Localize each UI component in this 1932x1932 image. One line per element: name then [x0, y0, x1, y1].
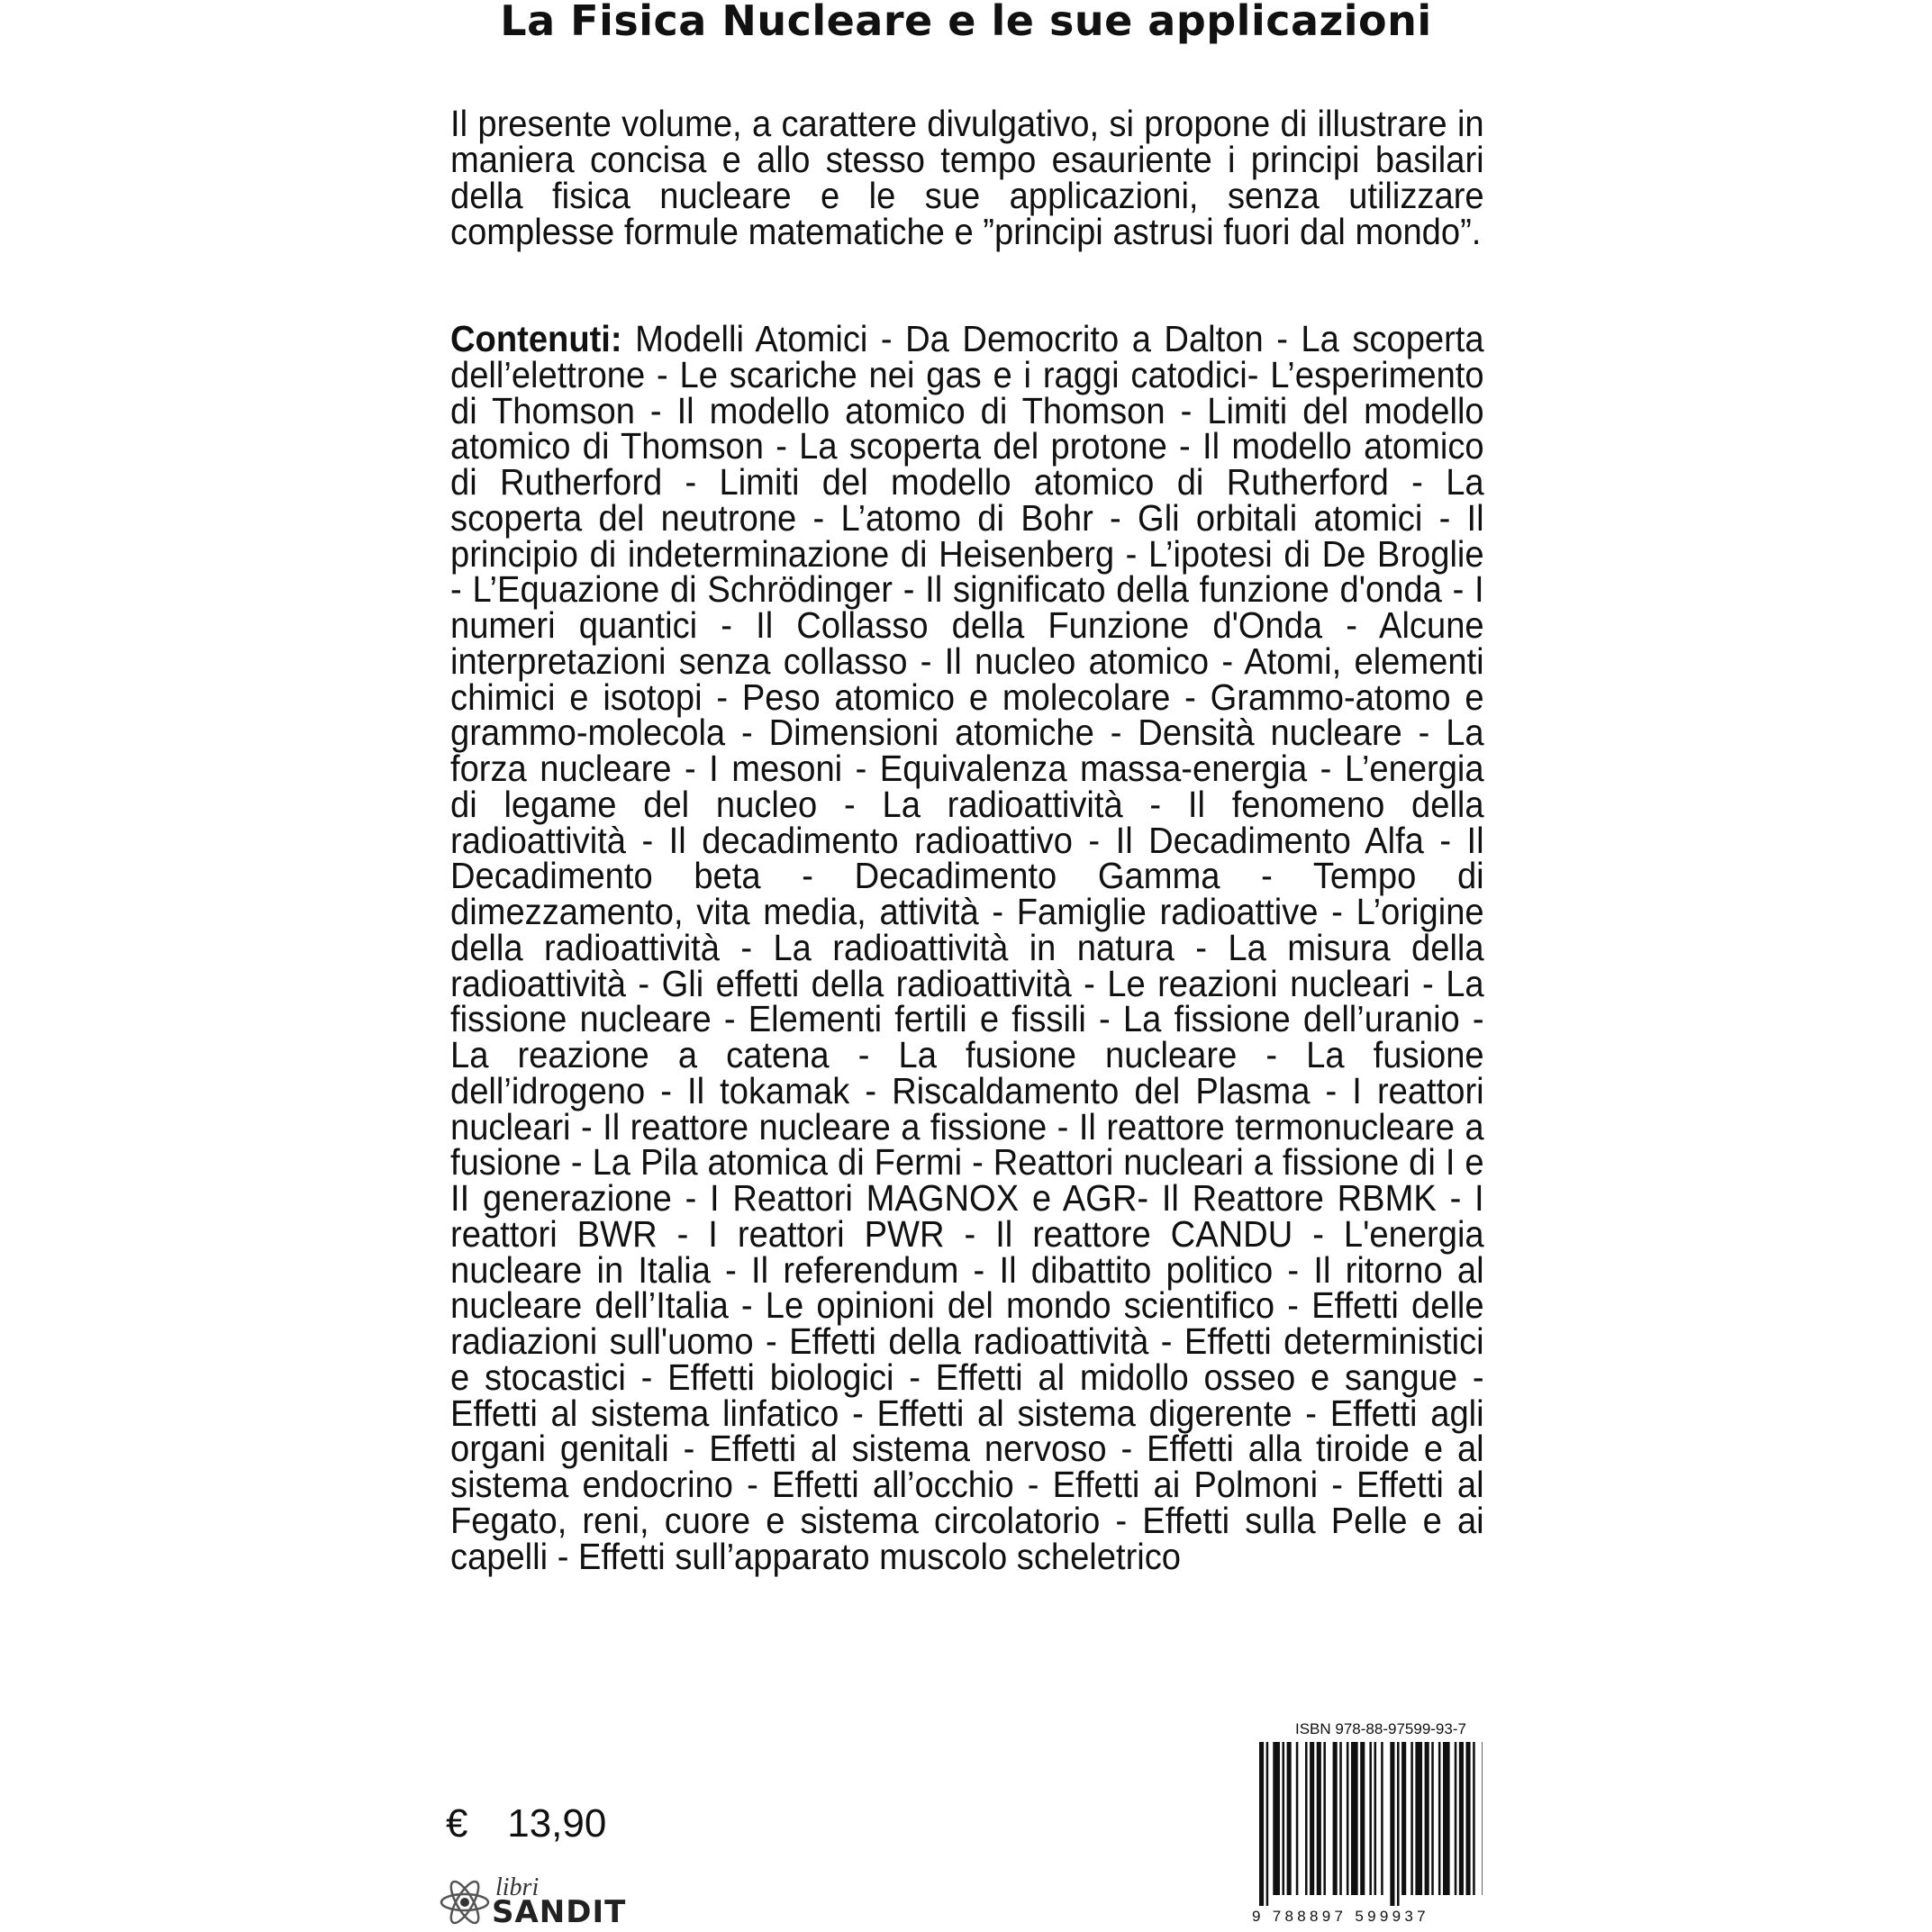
intro-paragraph: Il presente volume, a carattere divulgativo, si propone di illustrare in maniera concisa e allo stesso tempo esauriente i principi basilari della fisica nucleare e le sue applicazioni, senza utilizzare complesse formule matematiche e ”principi astrusi fuori dal mondo”. [450, 103, 1484, 252]
barcode-digits: 9 788897 599937 [1252, 1908, 1429, 1925]
barcode-bar [1482, 1742, 1483, 1895]
barcode-bar [1425, 1742, 1429, 1895]
contents-paragraph [450, 318, 1484, 1577]
price [446, 1801, 606, 1846]
isbn-label: ISBN 978-88-97599-93-7 [1295, 1720, 1466, 1737]
barcode-bar [1310, 1742, 1314, 1895]
barcode-bar [1466, 1742, 1471, 1895]
barcode-bar [1333, 1742, 1338, 1895]
barcode-bars [1259, 1742, 1483, 1906]
barcode-bar [1323, 1742, 1326, 1895]
barcode-bar [1273, 1742, 1280, 1895]
book-title: La Fisica Nucleare e le sue applicazioni [500, 0, 1432, 45]
barcode-bar [1390, 1742, 1394, 1906]
barcode-bar [1339, 1742, 1342, 1895]
barcode-bar [1360, 1742, 1365, 1895]
barcode-bar [1455, 1742, 1457, 1895]
contents-text: Modelli Atomici - Da Democrito a Dalton - La scoperta dell’elettrone - Le scariche nei gas e i raggi catodici- L’esperimento di Thomson - Il modello atomico di Thomson - Limiti del modello atomico di Thomson - La scoperta del protone - Il modello atomico di Rutherford - Limiti del modello atomico di Rutherford - La scoperta del neutrone - L’atomo di Bohr - Gli orbitali atomici - Il principio di indeterminazione di Heisenberg - L’ipotesi di De Broglie - L’Equazione di Schrödinger - Il significato della funzione d'onda - I numeri quantici - Il Collasso della Funzione d'Onda - Alcune interpretazioni senza collasso - Il nucleo atomico - Atomi, elementi chimici e isotopi - Peso atomico e molecolare - Grammo-atomo e grammo-molecola - Dimensioni atomiche - Densità nucleare - La forza nucleare - I mesoni - Equivalenza massa-energia - L’energia di legame del nucleo - La radioattività - Il fenomeno della radioattività - Il decadimento radioattivo - Il Decadimento Alfa - Il Decadimento beta - Decadimento Gamma - Tempo di dimezzamento, vita media, attività - Famiglie radioattive - L’origine della radioattività - La radioattività in natura - La misura della radioattività - Gli effetti della radioattività - Le reazioni nucleari - La fissione nucleare - Elementi fertili e fissili - La fissione dell’uranio - La reazione a catena - La fusione nucleare - La fusione dell’idrogeno - Il tokamak - Riscaldamento del Plasma - I reattori nucleari - Il reattore nucleare a fissione - Il reattore termonucleare a fusione - La Pila atomica di Fermi - Reattori nucleari a fissione di I e II generazione - I Reattori MAGNOX e AGR- Il Reattore RBMK - I reattori BWR - I reattori PWR - Il reattore CANDU - L'energia nucleare in Italia - Il referendum - Il dibattito politico - Il ritorno al nucleare dell’Italia - Le opinioni del mondo scientifico - Effetti delle radiazioni sull'uomo - Effetti della radioattività - Effetti deterministici e stocastici - Effetti biologici - Effetti al midollo osseo e sangue - Effetti al sistema linfatico - Effetti al sistema digerente - Effetti agli organi genitali - Effetti al sistema nervoso - Effetti alla tiroide e al sistema endocrino - Effetti all’occhio - Effetti ai Polmoni - Effetti al Fegato, reni, cuore e sistema circolatorio - Effetti sulla Pelle e ai capelli - Effetti sull’apparato muscolo scheletrico [450, 318, 1484, 1577]
barcode-bar [1287, 1742, 1292, 1895]
barcode-bar [1305, 1742, 1308, 1895]
price-amount: 13,90 [507, 1801, 607, 1846]
barcode-bar [1381, 1742, 1383, 1895]
barcode-bar [1443, 1742, 1450, 1895]
barcode-bar [1317, 1742, 1321, 1895]
atom-icon [440, 1873, 492, 1927]
publisher-logo [440, 1873, 647, 1930]
barcode-bar [1259, 1742, 1264, 1906]
barcode-bar [1473, 1742, 1475, 1895]
barcode-bar [1369, 1742, 1372, 1895]
barcode-bar [1459, 1742, 1464, 1895]
barcode-bar [1415, 1742, 1422, 1895]
barcode-bar [1401, 1742, 1406, 1895]
barcode-bar [1438, 1742, 1441, 1895]
isbn-barcode [1252, 1720, 1488, 1932]
barcode-bar [1351, 1742, 1358, 1895]
currency-symbol: € [446, 1801, 468, 1846]
logo-libri-text: libri [495, 1873, 540, 1901]
logo-sandit-text: SANDIT [492, 1894, 627, 1930]
barcode-bar [1410, 1742, 1413, 1895]
barcode-bar [1283, 1742, 1285, 1895]
barcode-bar [1296, 1742, 1299, 1895]
barcode-bar [1266, 1742, 1269, 1906]
barcode-bar [1347, 1742, 1349, 1895]
contents-label: Contenuti: [450, 318, 622, 359]
barcode-bar [1431, 1742, 1434, 1895]
barcode-bar [1374, 1742, 1377, 1895]
barcode-bar [1397, 1742, 1400, 1906]
